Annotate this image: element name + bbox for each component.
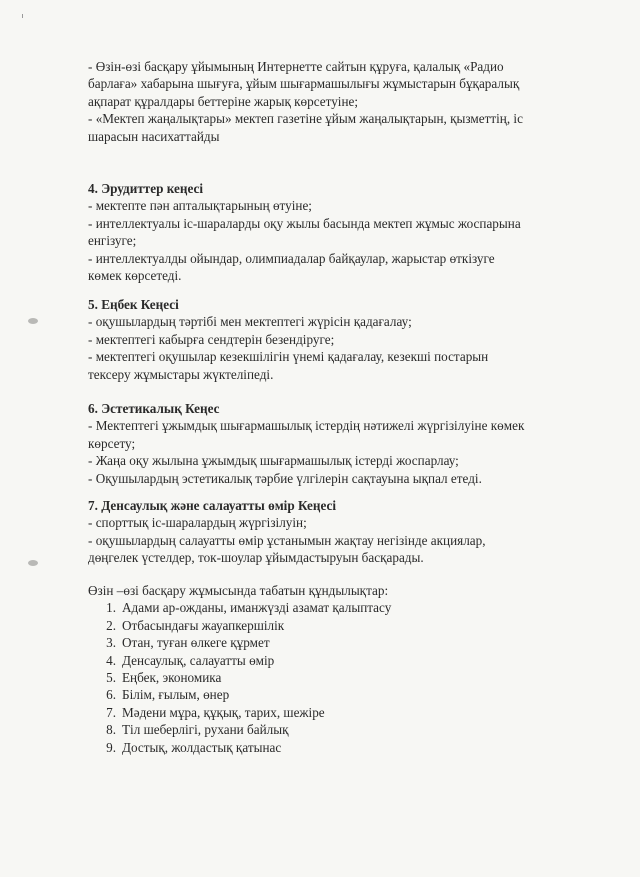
- scan-speck: [28, 560, 38, 566]
- list-number: 2.: [106, 617, 116, 633]
- section-line: - интеллектуалы іс-шараларды оқу жылы басында мектеп жұмыс жоспарына: [88, 215, 521, 231]
- intro-block: [88, 58, 588, 145]
- section-line: - мектепте пән апталықтарының өтуіне;: [88, 198, 312, 214]
- section-line: - оқушылардың салауатты өмір ұстанымын жақтау негізінде акциялар,: [88, 532, 486, 548]
- list-text: Тіл шеберлігі, рухани байлық: [122, 722, 289, 738]
- section-erudites: [88, 180, 588, 284]
- list-item: [88, 686, 588, 703]
- section-line: - интеллектуалды ойындар, олимпиадалар байқаулар, жарыстар өткізуге: [88, 250, 495, 266]
- section-health: [88, 497, 588, 567]
- list-item: [88, 617, 588, 634]
- intro-line: ақпарат құралдары беттеріне жарық көрсетуіне;: [88, 93, 359, 109]
- section-heading: 7. Денсаулық және салауатты өмір Кеңесі: [88, 498, 337, 513]
- values-intro: Өзін –өзі басқару жұмысында табатын құндылықтар:: [88, 583, 389, 598]
- list-item: [88, 599, 588, 616]
- list-text: Отбасындағы жауапкершілік: [122, 617, 285, 633]
- list-text: Достық, жолдастық қатынас: [122, 739, 282, 755]
- section-line: - мектептегі оқушылар кезекшілігін үнемі қадағалау, кезекші постарын: [88, 349, 489, 365]
- section-line: - оқушылардың тәртібі мен мектептегі жүрісін қадағалау;: [88, 314, 412, 330]
- intro-line: - «Мектеп жаңалықтары» мектеп газетіне ұйым жаңалықтарын, қызметтің, іс: [88, 111, 523, 127]
- list-number: 9.: [106, 739, 116, 755]
- section-line: - мектептегі кабырға сендтерін безендіруге;: [88, 331, 335, 347]
- intro-line: барлаға» хабарына шығуға, ұйым шығармашылығы жұмыстарын бұқаралық: [88, 76, 520, 92]
- section-line: - спорттық іс-шаралардың жүргізілуін;: [88, 515, 307, 531]
- scan-speck: [28, 318, 38, 324]
- list-number: 7.: [106, 704, 116, 720]
- section-aesthetic: [88, 400, 588, 487]
- list-item: [88, 669, 588, 686]
- list-number: 4.: [106, 652, 116, 668]
- section-heading: 5. Еңбек Кеңесі: [88, 297, 179, 312]
- section-line: көрсету;: [88, 435, 136, 451]
- list-item: [88, 721, 588, 738]
- list-number: 8.: [106, 722, 116, 738]
- section-heading: 6. Эстетикалық Кеңес: [88, 401, 220, 416]
- values-block: [88, 582, 588, 756]
- list-number: 6.: [106, 687, 116, 703]
- list-text: Білім, ғылым, өнер: [122, 687, 230, 703]
- list-item: [88, 652, 588, 669]
- intro-line: шарасын насихаттайды: [88, 128, 220, 144]
- list-item: [88, 704, 588, 721]
- list-text: Мәдени мұра, құқық, тарих, шежіре: [122, 704, 325, 720]
- list-number: 3.: [106, 635, 116, 651]
- section-line: көмек көрсетеді.: [88, 268, 182, 284]
- section-labour: [88, 296, 588, 383]
- section-line: - Мектептегі ұжымдық шығармашылық істердің нәтижелі жүргізілуіне көмек: [88, 418, 525, 434]
- list-number: 5.: [106, 670, 116, 686]
- list-item: [88, 634, 588, 651]
- section-line: енгізуге;: [88, 233, 137, 249]
- list-item: [88, 739, 588, 756]
- scan-mark: [22, 14, 23, 18]
- list-text: Еңбек, экономика: [122, 670, 222, 686]
- list-number: 1.: [106, 600, 116, 616]
- section-line: - Оқушылардың эстетикалық тәрбие үлгілерін сақтауына ықпал етеді.: [88, 470, 482, 486]
- section-line: дөңгелек үстелдер, ток-шоулар ұйымдастыруын басқарады.: [88, 550, 424, 566]
- list-text: Денсаулық, салауатты өмір: [122, 652, 275, 668]
- list-text: Отан, туған өлкеге құрмет: [122, 635, 270, 651]
- intro-line: - Өзін-өзі басқару ұйымының Интернетте сайтын құруға, қалалық «Радио: [88, 59, 504, 74]
- section-heading: 4. Эрудиттер кеңесі: [88, 181, 204, 196]
- list-text: Адами ар-ожданы, иманжүзді азамат қалыптасу: [122, 600, 392, 616]
- section-line: - Жаңа оқу жылына ұжымдық шығармашылық істерді жоспарлау;: [88, 453, 459, 469]
- section-line: тексеру жұмыстары жүктеліпеді.: [88, 366, 274, 382]
